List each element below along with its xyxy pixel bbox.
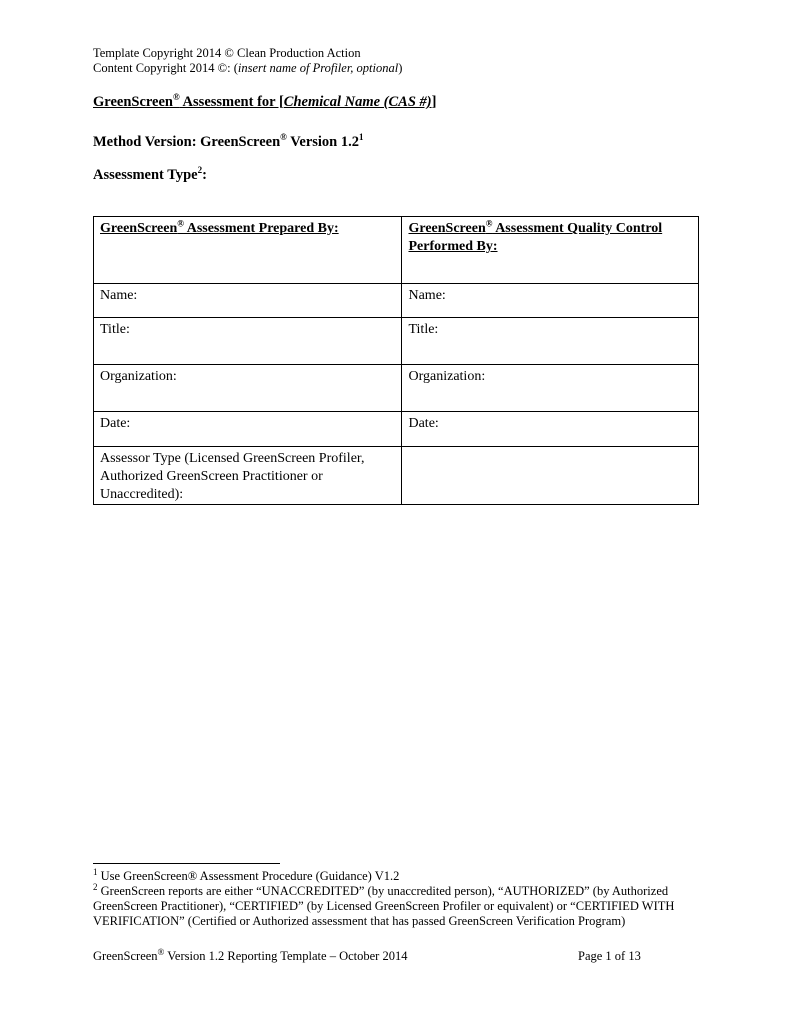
title-reg-mark: ® bbox=[173, 92, 180, 103]
footnote-ref-2[interactable]: 2 bbox=[197, 165, 203, 176]
footnote-number: 2 bbox=[93, 881, 98, 892]
footnote-1 bbox=[93, 866, 703, 884]
footnote-text: Use GreenScreen® Assessment Procedure (Guidance) V1.2 bbox=[97, 869, 400, 883]
table-row bbox=[94, 412, 699, 447]
method-version-prefix: Method Version: GreenScreen bbox=[93, 134, 281, 150]
table-row bbox=[94, 447, 699, 505]
header-text: Assessment Quality Control Performed By: bbox=[408, 221, 663, 254]
prepared-name-cell[interactable]: Name: bbox=[94, 284, 402, 318]
assessor-table bbox=[93, 216, 699, 505]
table-row bbox=[94, 365, 699, 412]
page-footer-template bbox=[93, 946, 408, 964]
method-version-reg-mark: ® bbox=[280, 132, 287, 143]
table-row bbox=[94, 318, 699, 365]
qc-organization-cell[interactable]: Organization: bbox=[402, 365, 699, 412]
header-text: GreenScreen bbox=[100, 221, 178, 236]
title-prefix: GreenScreen bbox=[93, 94, 173, 110]
footnote-ref-1[interactable]: 1 bbox=[359, 132, 364, 143]
template-copyright: Template Copyright 2014 © Clean Production Action bbox=[93, 46, 361, 60]
prepared-title-cell[interactable]: Title: bbox=[94, 318, 402, 365]
page-number: Page 1 of 13 bbox=[578, 949, 641, 963]
prepared-organization-cell[interactable]: Organization: bbox=[94, 365, 402, 412]
qc-title-cell[interactable]: Title: bbox=[402, 318, 699, 365]
assessment-type-colon: : bbox=[202, 167, 207, 183]
assessment-type bbox=[93, 167, 207, 184]
header-text: Assessment Prepared By: bbox=[183, 221, 339, 236]
quality-control-header bbox=[402, 217, 699, 284]
title-chemical-placeholder: Chemical Name (CAS #) bbox=[283, 94, 432, 110]
footer-text: Version 1.2 Reporting Template – October 2014 bbox=[164, 949, 408, 963]
document-title bbox=[93, 94, 436, 111]
content-copyright-suffix: ) bbox=[398, 61, 403, 75]
title-suffix: ] bbox=[431, 94, 437, 110]
footer-text: GreenScreen bbox=[93, 949, 158, 963]
footnote-separator bbox=[93, 863, 280, 864]
qc-name-cell[interactable]: Name: bbox=[402, 284, 699, 318]
footnote-number: 1 bbox=[93, 866, 98, 877]
assessor-type-value-cell[interactable] bbox=[402, 447, 699, 505]
title-middle: Assessment for [ bbox=[179, 94, 284, 110]
prepared-date-cell[interactable]: Date: bbox=[94, 412, 402, 447]
header-text: GreenScreen bbox=[408, 221, 486, 236]
footnote-2 bbox=[93, 881, 703, 929]
qc-date-cell[interactable]: Date: bbox=[402, 412, 699, 447]
method-version bbox=[93, 134, 364, 151]
content-copyright bbox=[93, 61, 402, 76]
method-version-middle: Version 1.2 bbox=[286, 134, 359, 150]
prepared-by-header bbox=[94, 217, 402, 284]
table-header-row bbox=[94, 217, 699, 284]
reg-mark: ® bbox=[177, 218, 184, 229]
table-row bbox=[94, 284, 699, 318]
reg-mark: ® bbox=[485, 218, 493, 229]
footnote-text: GreenScreen reports are either “UNACCREDITED” (by unaccredited person), “AUTHORIZED” (by Authorized GreenScreen Practitioner), “CERTIFIED” (by Licensed GreenScreen Profiler or equivalent) or “CERTIFIED WITH VERIFICATION” (Certified or Authorized assessment that has passed GreenScreen Verification Program) bbox=[93, 884, 675, 928]
assessor-type-label-cell: Assessor Type (Licensed GreenScreen Profiler, Authorized GreenScreen Practitioner or Unaccredited): bbox=[94, 447, 402, 505]
content-copyright-prefix: Content Copyright 2014 ©: ( bbox=[93, 61, 238, 75]
reg-mark: ® bbox=[157, 946, 165, 957]
assessment-type-label: Assessment Type bbox=[93, 167, 198, 183]
content-copyright-placeholder: insert name of Profiler, optional bbox=[237, 61, 399, 75]
